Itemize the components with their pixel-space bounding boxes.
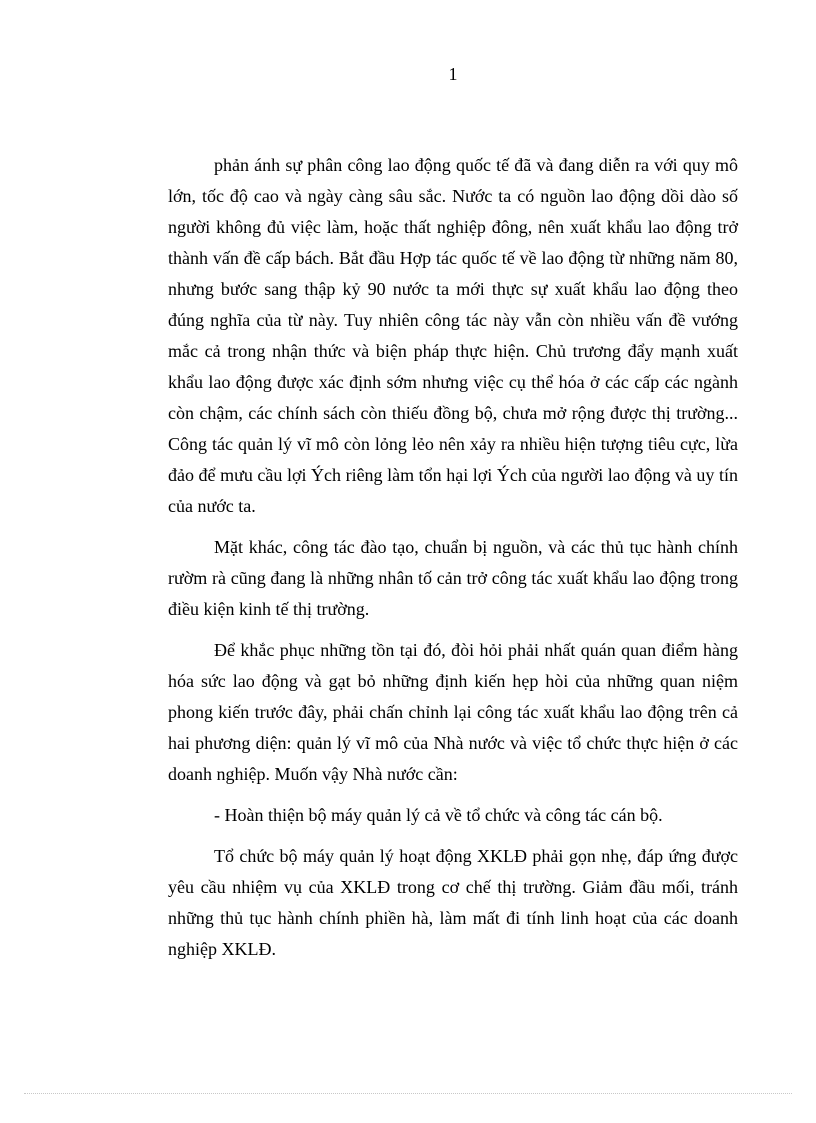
paragraph-management-structure: Tổ chức bộ máy quản lý hoạt động XKLĐ phải gọn nhẹ, đáp ứng được yêu cầu nhiệm vụ của XKLĐ trong cơ chế thị trường. Giảm đầu mối, tránh những thủ tục hành chính phiền hà, làm mất đi tính linh hoạt của các doanh nghiệp XKLĐ. [168, 846, 738, 959]
document-body [168, 150, 738, 975]
paragraph-labor-export-overview: phản ánh sự phân công lao động quốc tế đã và đang diễn ra với quy mô lớn, tốc độ cao và ngày càng sâu sắc. Nước ta có nguồn lao động dồi dào số người không đủ việc làm, hoặc thất nghiệp đông, nên xuất khẩu lao động trở thành vấn đề cấp bách. Bắt đầu Hợp tác quốc tế về lao động từ những năm 80, nhưng bước sang thập kỷ 90 nước ta mới thực sự xuất khẩu lao động theo đúng nghĩa của từ này. Tuy nhiên công tác này vẫn còn nhiều vấn đề vướng mắc cả trong nhận thức và biện pháp thực hiện. Chủ trương đẩy mạnh xuất khẩu lao động được xác định sớm nhưng việc cụ thể hóa ở các cấp các ngành còn chậm, các chính sách còn thiếu đồng bộ, chưa mở rộng được thị trường... Công tác quản lý vĩ mô còn lỏng lẻo nên xảy ra nhiều hiện tượng tiêu cực, lừa đảo để mưu cầu lợi Ých riêng làm tổn hại lợi Ých của người lao động và uy tín của nước ta. [168, 155, 738, 516]
bullet-improve-management: - Hoàn thiện bộ máy quản lý cả về tổ chức và công tác cán bộ. [214, 805, 663, 825]
paragraph-remedies: Để khắc phục những tồn tại đó, đòi hỏi phải nhất quán quan điểm hàng hóa sức lao động và gạt bỏ những định kiến hẹp hòi của những quan niệm phong kiến trước đây, phải chấn chỉnh lại công tác xuất khẩu lao động trên cả hai phương diện: quản lý vĩ mô của Nhà nước và việc tổ chức thực hiện ở các doanh nghiệp. Muốn vậy Nhà nước cần: [168, 640, 738, 784]
paragraph-training-obstacles: Mặt khác, công tác đào tạo, chuẩn bị nguồn, và các thủ tục hành chính rườm rà cũng đang là những nhân tố cản trở công tác xuất khẩu lao động trong điều kiện kinh tế thị trường. [168, 537, 738, 619]
page-number: 1 [448, 64, 458, 84]
page-bottom-divider [24, 1093, 792, 1094]
